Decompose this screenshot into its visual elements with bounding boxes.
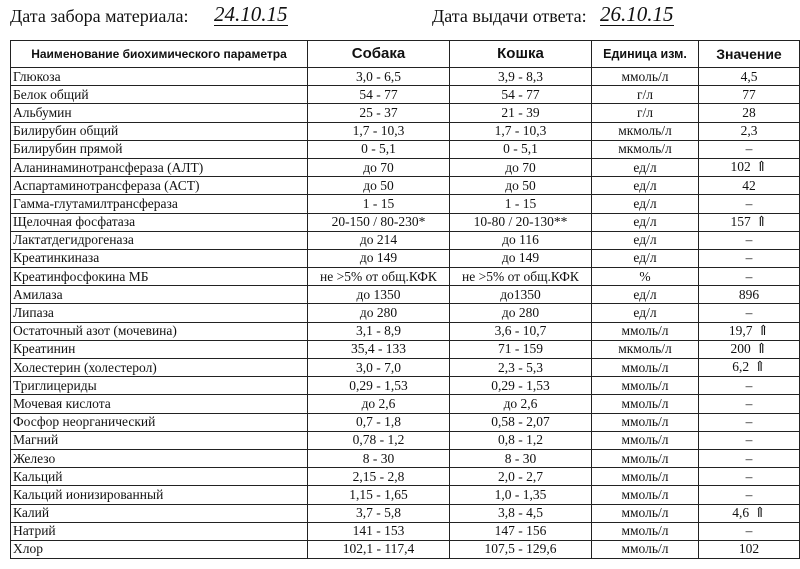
unit-cell: ммоль/л <box>592 504 699 522</box>
unit-cell: г/л <box>592 86 699 104</box>
unit-cell: ммоль/л <box>592 540 699 558</box>
unit-cell: ед/л <box>592 195 699 213</box>
parameter-name-cell: Холестерин (холестерол) <box>11 359 308 377</box>
cat-reference-cell: до 280 <box>450 304 592 322</box>
parameter-name-cell: Креатинин <box>11 340 308 358</box>
dog-reference-cell: до 214 <box>308 231 450 249</box>
dog-reference-cell: 8 - 30 <box>308 449 450 467</box>
biochemistry-results-table <box>10 40 800 559</box>
unit-cell: мкмоль/л <box>592 340 699 358</box>
dog-reference-cell: до 1350 <box>308 286 450 304</box>
table-row <box>11 359 800 377</box>
cat-reference-cell: 0,58 - 2,07 <box>450 413 592 431</box>
table-row <box>11 195 800 213</box>
result-value-cell <box>699 304 800 322</box>
result-value: – <box>745 395 753 411</box>
unit-cell: ммоль/л <box>592 522 699 540</box>
result-value: – <box>745 195 753 211</box>
cat-reference-cell: до1350 <box>450 286 592 304</box>
dog-reference-cell: 3,0 - 7,0 <box>308 359 450 377</box>
cat-reference-cell: 0,29 - 1,53 <box>450 377 592 395</box>
result-value-cell <box>699 413 800 431</box>
result-date-value: 26.10.15 <box>600 2 674 26</box>
parameter-name-cell: Натрий <box>11 522 308 540</box>
dog-reference-cell: 54 - 77 <box>308 86 450 104</box>
table-row <box>11 486 800 504</box>
cat-reference-cell: 21 - 39 <box>450 104 592 122</box>
result-value-cell <box>699 122 800 140</box>
table-body <box>11 68 800 559</box>
result-value-cell <box>699 140 800 158</box>
result-value: – <box>745 450 753 466</box>
elevated-arrow-icon: ⇑ <box>755 160 768 176</box>
result-value: 42 <box>742 177 756 193</box>
result-value: – <box>745 468 753 484</box>
dog-reference-cell: 1,7 - 10,3 <box>308 122 450 140</box>
cat-reference-cell: 0,8 - 1,2 <box>450 431 592 449</box>
result-value: 2,3 <box>740 123 758 139</box>
cat-reference-cell: 54 - 77 <box>450 86 592 104</box>
result-value: – <box>745 486 753 502</box>
parameter-name-cell: Креатинкиназа <box>11 249 308 267</box>
result-value: – <box>745 432 753 448</box>
result-value-cell <box>699 540 800 558</box>
result-value-cell <box>699 504 800 522</box>
table-row <box>11 213 800 231</box>
table-row <box>11 140 800 158</box>
column-header-parameter: Наименование биохимического параметра <box>11 41 308 68</box>
dog-reference-cell: до 280 <box>308 304 450 322</box>
result-value-cell <box>699 249 800 267</box>
cat-reference-cell: 107,5 - 129,6 <box>450 540 592 558</box>
table-row <box>11 177 800 195</box>
table-row <box>11 340 800 358</box>
unit-cell: мкмоль/л <box>592 122 699 140</box>
unit-cell: г/л <box>592 104 699 122</box>
table-row <box>11 286 800 304</box>
result-value-cell <box>699 377 800 395</box>
table-row <box>11 86 800 104</box>
cat-reference-cell: не >5% от общ.КФК <box>450 268 592 286</box>
table-row <box>11 522 800 540</box>
cat-reference-cell: 2,0 - 2,7 <box>450 468 592 486</box>
cat-reference-cell: 1 - 15 <box>450 195 592 213</box>
parameter-name-cell: Аланинаминотрансфераза (АЛТ) <box>11 158 308 176</box>
unit-cell: ед/л <box>592 304 699 322</box>
table-row <box>11 249 800 267</box>
result-value-cell <box>699 286 800 304</box>
unit-cell: ммоль/л <box>592 431 699 449</box>
cat-reference-cell: 147 - 156 <box>450 522 592 540</box>
dog-reference-cell: до 149 <box>308 249 450 267</box>
result-value-cell <box>699 86 800 104</box>
cat-reference-cell: до 116 <box>450 231 592 249</box>
table-row <box>11 377 800 395</box>
dog-reference-cell: 102,1 - 117,4 <box>308 540 450 558</box>
result-date-label: Дата выдачи ответа: <box>432 6 587 26</box>
elevated-arrow-icon: ⇑ <box>757 323 770 339</box>
table-row <box>11 104 800 122</box>
parameter-name-cell: Хлор <box>11 540 308 558</box>
parameter-name-cell: Билирубин прямой <box>11 140 308 158</box>
parameter-name-cell: Липаза <box>11 304 308 322</box>
dog-reference-cell: до 2,6 <box>308 395 450 413</box>
result-value: 6,2 <box>732 359 750 375</box>
dog-reference-cell: до 50 <box>308 177 450 195</box>
result-value-cell <box>699 213 800 231</box>
dog-reference-cell: 25 - 37 <box>308 104 450 122</box>
cat-reference-cell: до 70 <box>450 158 592 176</box>
result-value: – <box>745 523 753 539</box>
elevated-arrow-icon: ⇑ <box>754 505 766 521</box>
table-row <box>11 413 800 431</box>
parameter-name-cell: Билирубин общий <box>11 122 308 140</box>
column-header-unit: Единица изм. <box>592 41 699 68</box>
result-value: 200 <box>730 340 751 356</box>
cat-reference-cell: до 149 <box>450 249 592 267</box>
cat-reference-cell: 3,6 - 10,7 <box>450 322 592 340</box>
table-row <box>11 68 800 86</box>
elevated-arrow-icon: ⇑ <box>755 341 768 357</box>
unit-cell: ед/л <box>592 231 699 249</box>
dog-reference-cell: не >5% от общ.КФК <box>308 268 450 286</box>
result-value: 4,5 <box>740 68 758 84</box>
column-header-value: Значение <box>699 41 800 68</box>
cat-reference-cell: 1,7 - 10,3 <box>450 122 592 140</box>
parameter-name-cell: Аспартаминотрансфераза (АСТ) <box>11 177 308 195</box>
parameter-name-cell: Кальций <box>11 468 308 486</box>
result-value-cell <box>699 177 800 195</box>
unit-cell: ммоль/л <box>592 377 699 395</box>
parameter-name-cell: Кальций ионизированный <box>11 486 308 504</box>
table-row <box>11 431 800 449</box>
cat-reference-cell: 3,8 - 4,5 <box>450 504 592 522</box>
result-value: 19,7 <box>728 322 753 338</box>
dog-reference-cell: 0,78 - 1,2 <box>308 431 450 449</box>
dog-reference-cell: 20-150 / 80-230* <box>308 213 450 231</box>
table-header-row <box>11 41 800 68</box>
table-row <box>11 268 800 286</box>
unit-cell: ед/л <box>592 213 699 231</box>
table-row <box>11 395 800 413</box>
dog-reference-cell: 2,15 - 2,8 <box>308 468 450 486</box>
parameter-name-cell: Лактатдегидрогеназа <box>11 231 308 249</box>
result-value-cell <box>699 486 800 504</box>
dog-reference-cell: 0,29 - 1,53 <box>308 377 450 395</box>
result-value-cell <box>699 68 800 86</box>
unit-cell: % <box>592 268 699 286</box>
dog-reference-cell: 3,1 - 8,9 <box>308 322 450 340</box>
parameter-name-cell: Белок общий <box>11 86 308 104</box>
sample-date-value: 24.10.15 <box>214 2 288 26</box>
unit-cell: ммоль/л <box>592 359 699 377</box>
unit-cell: ед/л <box>592 158 699 176</box>
dog-reference-cell: 141 - 153 <box>308 522 450 540</box>
parameter-name-cell: Мочевая кислота <box>11 395 308 413</box>
parameter-name-cell: Амилаза <box>11 286 308 304</box>
cat-reference-cell: 1,0 - 1,35 <box>450 486 592 504</box>
table-row <box>11 468 800 486</box>
result-value-cell <box>699 104 800 122</box>
report-header <box>0 0 800 38</box>
result-value-cell <box>699 340 800 358</box>
unit-cell: ммоль/л <box>592 413 699 431</box>
parameter-name-cell: Щелочная фосфатаза <box>11 213 308 231</box>
result-value: 4,6 <box>732 504 750 520</box>
cat-reference-cell: 10-80 / 20-130** <box>450 213 592 231</box>
parameter-name-cell: Глюкоза <box>11 68 308 86</box>
elevated-arrow-icon: ⇑ <box>755 214 768 230</box>
result-value: – <box>745 414 753 430</box>
unit-cell: ммоль/л <box>592 68 699 86</box>
parameter-name-cell: Креатинфосфокина МБ <box>11 268 308 286</box>
parameter-name-cell: Триглицериды <box>11 377 308 395</box>
result-value-cell <box>699 322 800 340</box>
result-value: – <box>745 268 753 284</box>
table-row <box>11 322 800 340</box>
cat-reference-cell: 3,9 - 8,3 <box>450 68 592 86</box>
result-value: – <box>745 141 753 157</box>
parameter-name-cell: Альбумин <box>11 104 308 122</box>
result-value-cell <box>699 431 800 449</box>
sample-date-label: Дата забора материала: <box>10 6 189 26</box>
result-value-cell <box>699 449 800 467</box>
table-row <box>11 540 800 558</box>
cat-reference-cell: до 50 <box>450 177 592 195</box>
parameter-name-cell: Фосфор неорганический <box>11 413 308 431</box>
result-value-cell <box>699 395 800 413</box>
result-value-cell <box>699 195 800 213</box>
result-value: 896 <box>738 286 760 302</box>
column-header-dog: Собака <box>308 41 450 68</box>
result-value: 102 <box>730 159 751 175</box>
dog-reference-cell: 3,0 - 6,5 <box>308 68 450 86</box>
table-row <box>11 449 800 467</box>
table-row <box>11 231 800 249</box>
column-header-cat: Кошка <box>450 41 592 68</box>
result-value: 102 <box>738 541 760 557</box>
unit-cell: ммоль/л <box>592 322 699 340</box>
dog-reference-cell: 1 - 15 <box>308 195 450 213</box>
dog-reference-cell: 1,15 - 1,65 <box>308 486 450 504</box>
result-value-cell <box>699 468 800 486</box>
result-value-cell <box>699 359 800 377</box>
result-value: 28 <box>742 104 756 120</box>
result-value: – <box>745 377 753 393</box>
result-value: 77 <box>742 86 756 102</box>
unit-cell: ммоль/л <box>592 395 699 413</box>
unit-cell: мкмоль/л <box>592 140 699 158</box>
dog-reference-cell: 35,4 - 133 <box>308 340 450 358</box>
parameter-name-cell: Магний <box>11 431 308 449</box>
unit-cell: ммоль/л <box>592 486 699 504</box>
table-row <box>11 504 800 522</box>
table-row <box>11 158 800 176</box>
dog-reference-cell: 0 - 5,1 <box>308 140 450 158</box>
cat-reference-cell: до 2,6 <box>450 395 592 413</box>
table-row <box>11 304 800 322</box>
parameter-name-cell: Гамма-глутамилтрансфераза <box>11 195 308 213</box>
result-value: – <box>745 305 753 321</box>
unit-cell: ед/л <box>592 286 699 304</box>
table-row <box>11 122 800 140</box>
dog-reference-cell: 0,7 - 1,8 <box>308 413 450 431</box>
dog-reference-cell: 3,7 - 5,8 <box>308 504 450 522</box>
elevated-arrow-icon: ⇑ <box>754 360 766 376</box>
parameter-name-cell: Калий <box>11 504 308 522</box>
unit-cell: ед/л <box>592 177 699 195</box>
parameter-name-cell: Остаточный азот (мочевина) <box>11 322 308 340</box>
dog-reference-cell: до 70 <box>308 158 450 176</box>
result-value: 157 <box>730 213 751 229</box>
result-value-cell <box>699 158 800 176</box>
unit-cell: ммоль/л <box>592 468 699 486</box>
cat-reference-cell: 2,3 - 5,3 <box>450 359 592 377</box>
unit-cell: ед/л <box>592 249 699 267</box>
result-value: – <box>745 250 753 266</box>
result-value-cell <box>699 231 800 249</box>
cat-reference-cell: 71 - 159 <box>450 340 592 358</box>
result-value-cell <box>699 522 800 540</box>
cat-reference-cell: 0 - 5,1 <box>450 140 592 158</box>
parameter-name-cell: Железо <box>11 449 308 467</box>
result-value: – <box>745 232 753 248</box>
unit-cell: ммоль/л <box>592 449 699 467</box>
cat-reference-cell: 8 - 30 <box>450 449 592 467</box>
result-value-cell <box>699 268 800 286</box>
